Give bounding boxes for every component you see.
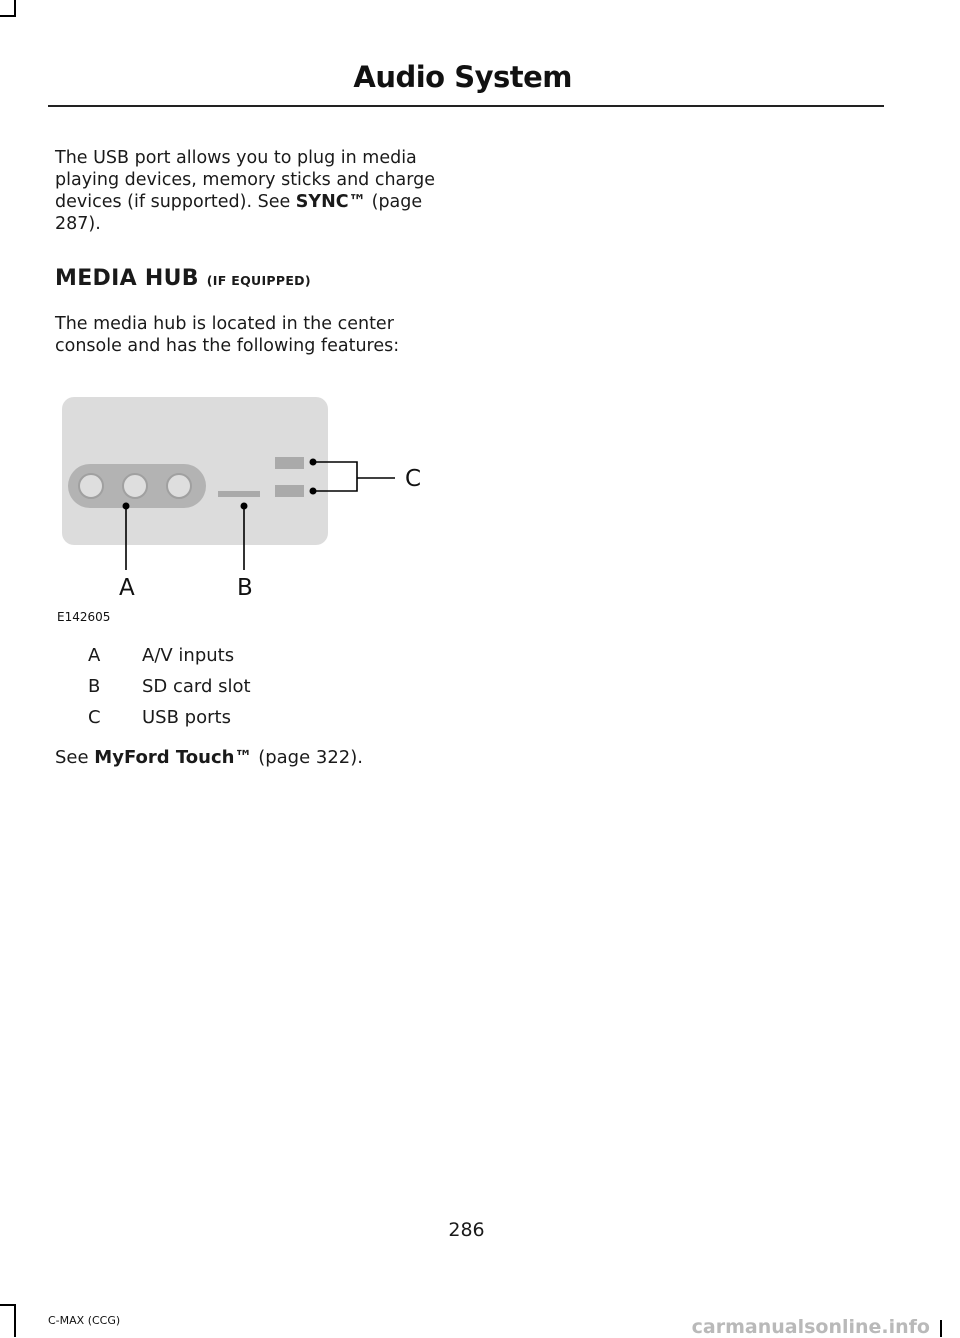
crop-mark bbox=[0, 1304, 16, 1306]
av-jack bbox=[79, 474, 103, 498]
media-hub-section bbox=[55, 266, 455, 291]
media-hub-diagram bbox=[55, 392, 455, 632]
see-also-block bbox=[55, 747, 455, 769]
callout-a-label: A bbox=[119, 575, 135, 601]
legend-item bbox=[88, 645, 234, 666]
av-jack bbox=[123, 474, 147, 498]
see-also-prefix: See bbox=[55, 747, 95, 768]
crop-mark bbox=[0, 15, 16, 17]
callout-b-label: B bbox=[237, 575, 253, 601]
page-number: 286 bbox=[448, 1219, 485, 1241]
crop-mark bbox=[14, 1304, 16, 1337]
sync-link[interactable]: SYNC™ bbox=[295, 192, 367, 212]
watermark: carmanualsonline.info bbox=[691, 1316, 930, 1338]
intro-block bbox=[55, 147, 455, 235]
legend-key: B bbox=[88, 676, 101, 697]
intro-paragraph bbox=[55, 147, 455, 235]
header-divider bbox=[48, 105, 884, 107]
legend-label: SD card slot bbox=[142, 676, 251, 697]
av-jack bbox=[167, 474, 191, 498]
section-title: Audio System bbox=[353, 60, 572, 94]
heading-qualifier: (IF EQUIPPED) bbox=[206, 273, 311, 288]
legend-key: A bbox=[88, 645, 101, 666]
see-also-suffix: (page 322). bbox=[252, 747, 363, 768]
intro-text: The USB port allows you to plug in media playing devices, memory sticks and charge devices (if supported). See bbox=[55, 148, 436, 212]
legend-item bbox=[88, 707, 231, 728]
intro-text-after: (page 287). bbox=[55, 192, 423, 234]
legend-label: A/V inputs bbox=[142, 645, 235, 666]
media-hub-heading bbox=[55, 266, 455, 291]
callout-c-label: C bbox=[405, 466, 422, 492]
heading-text: MEDIA HUB bbox=[55, 266, 199, 291]
media-hub-description: The media hub is located in the center console and has the following features: bbox=[55, 314, 400, 356]
usb-port bbox=[275, 485, 304, 497]
media-hub-figure bbox=[55, 392, 455, 632]
crop-mark bbox=[940, 1320, 942, 1337]
figure-code: E142605 bbox=[57, 610, 111, 624]
description-block bbox=[55, 313, 455, 357]
legend-key: C bbox=[88, 707, 101, 728]
see-also-paragraph bbox=[55, 747, 455, 769]
legend-item bbox=[88, 676, 251, 697]
myford-touch-link[interactable]: MyFord Touch™ bbox=[94, 747, 253, 768]
footer-model: C-MAX (CCG) bbox=[48, 1314, 121, 1327]
legend-label: USB ports bbox=[142, 707, 231, 728]
usb-port bbox=[275, 457, 304, 469]
sd-card-slot bbox=[218, 491, 260, 497]
